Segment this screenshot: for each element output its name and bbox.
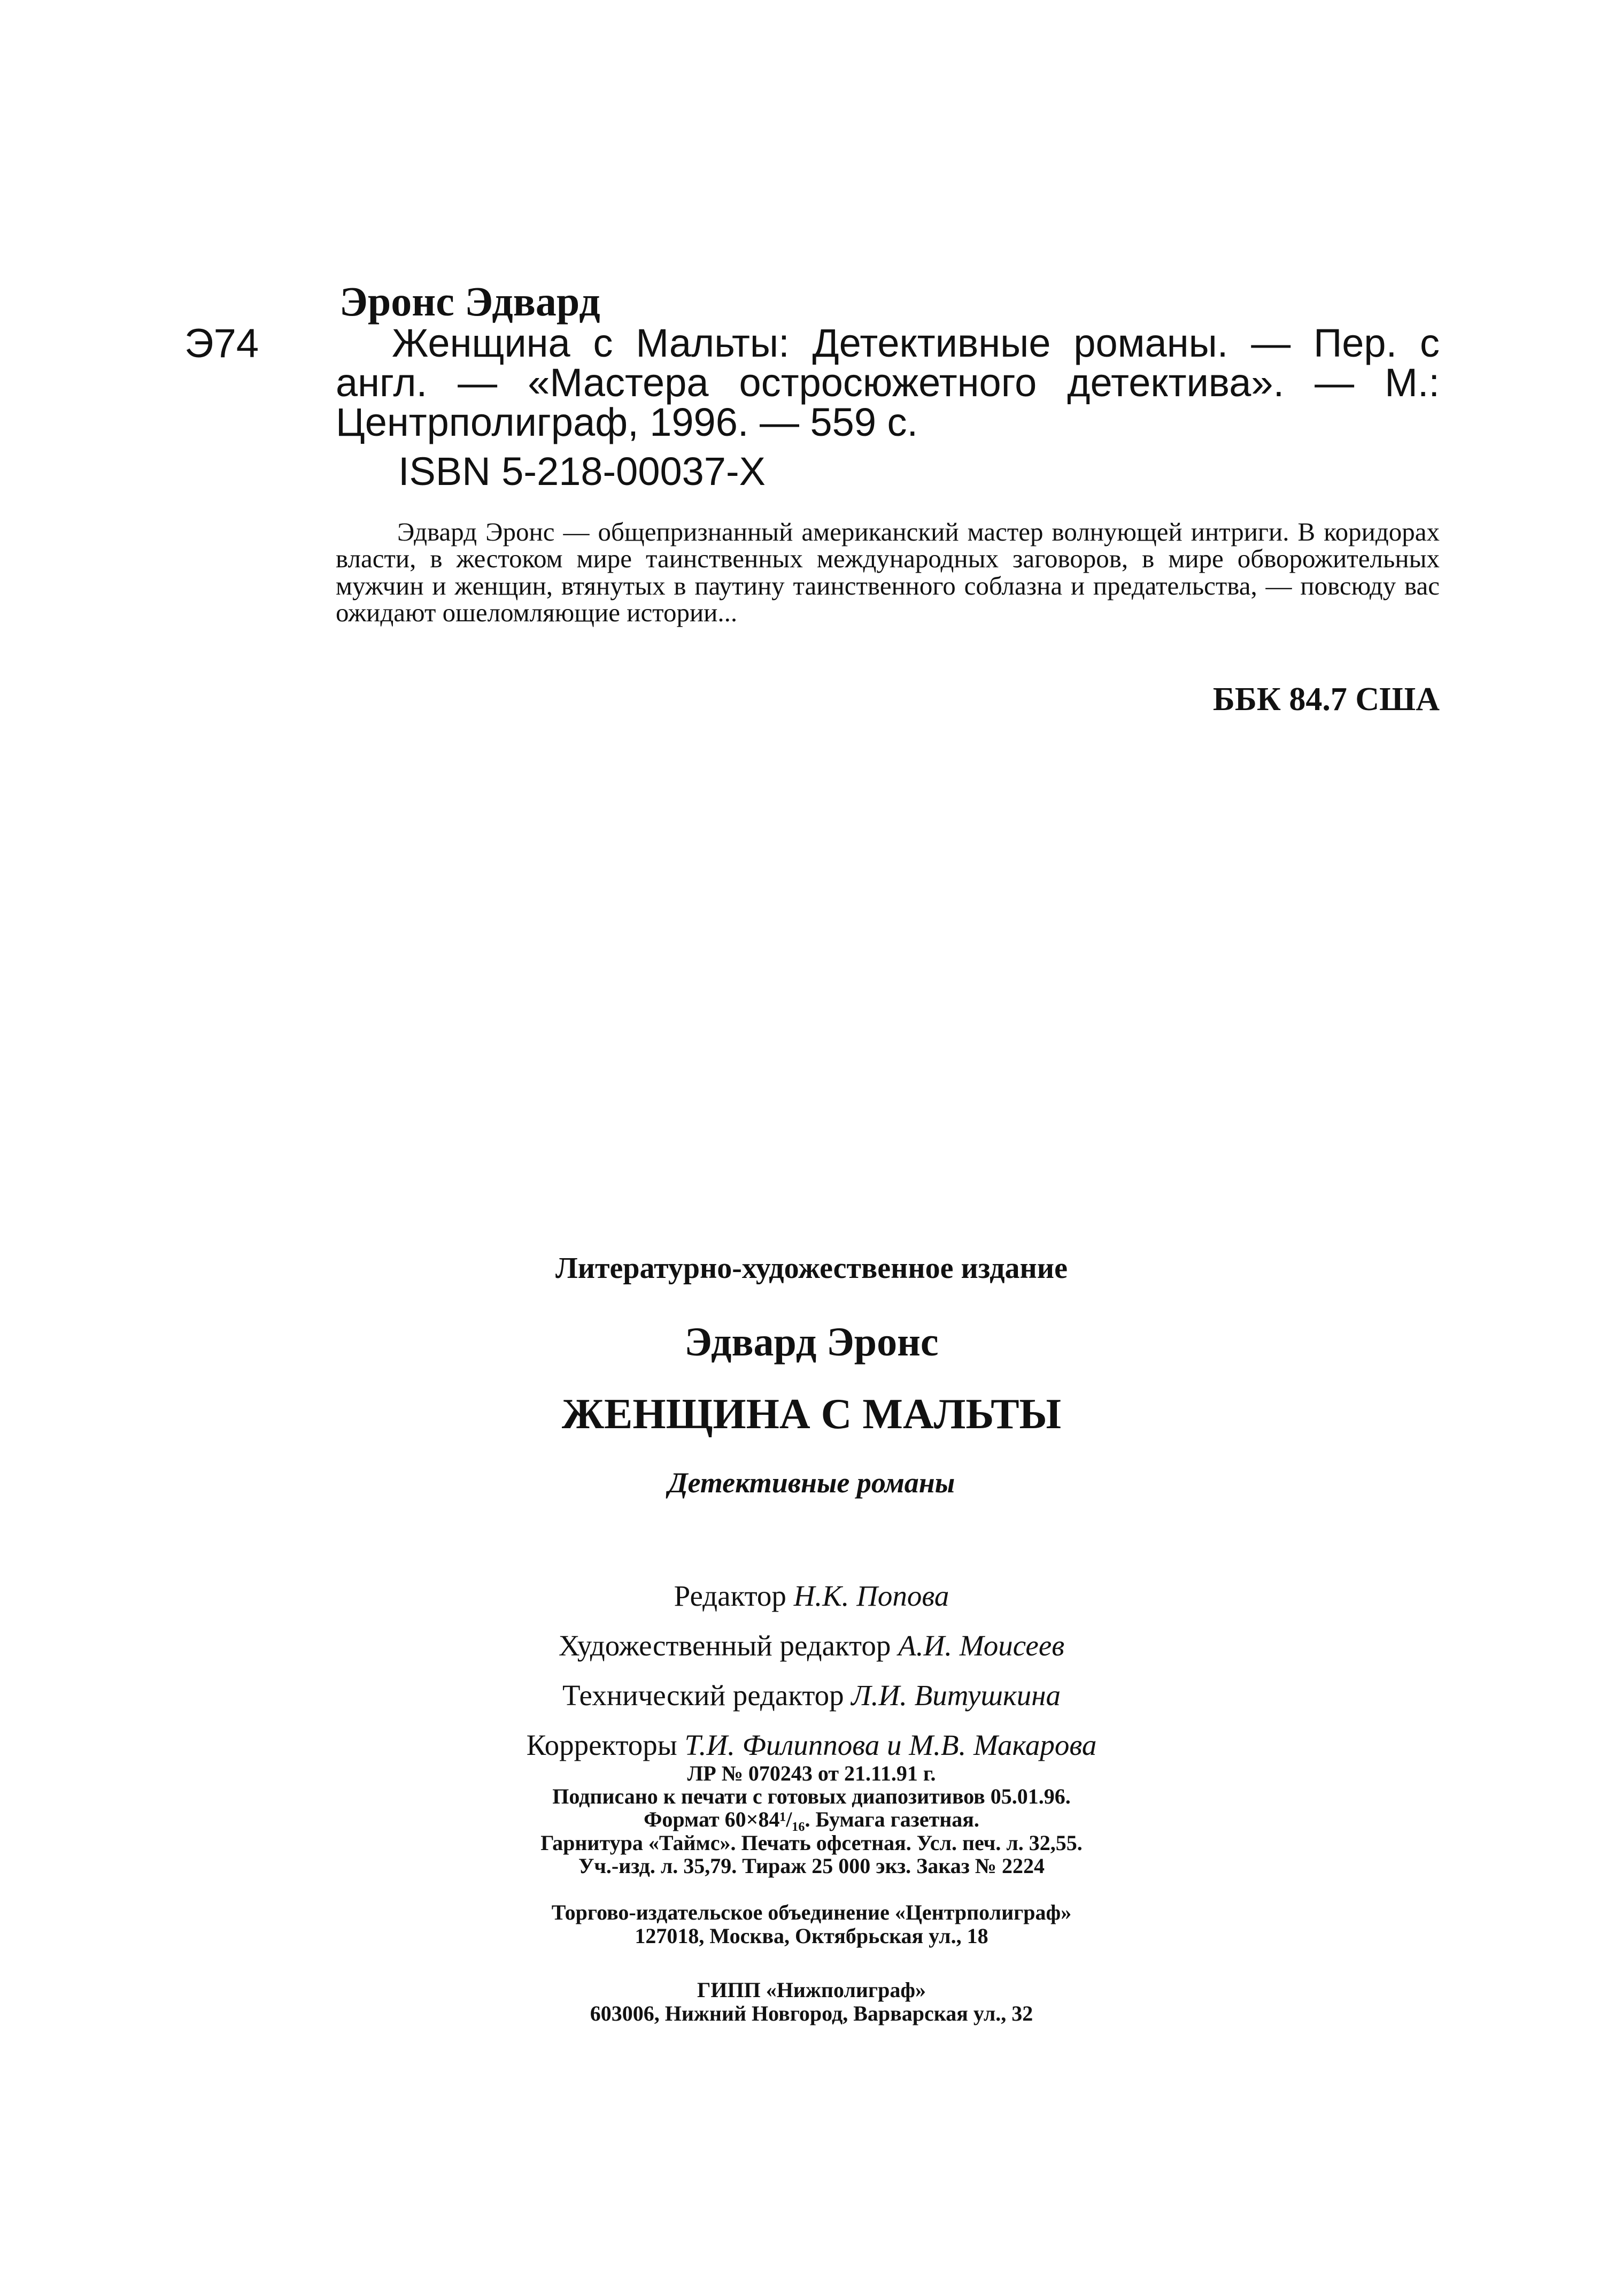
annotation: Эдвард Эронс — общепризнанный американский мастер волнующей интриги. В коридорах власти, в жестоком мире таинственных международных заговоров, в мире обворожительных мужчин и женщин, втянутых в паутину таинственного соблазна и предательства, — повсюду вас ожидают ошеломляющие истории... [336,517,1440,628]
book-genre: Детективные романы [668,1467,955,1499]
printer-address: 603006, Нижний Новгород, Варварская ул., 32 [590,2001,1033,2025]
bibliographic-description: Женщина с Мальты: Детективные романы. — Пер. с англ. — «Мастера остросюжетного детектива». — М.: Центрполиграф, 1996. — 559 с. [336,321,1440,444]
credit-person: Т.И. Филиппова и М.В. Макарова [684,1729,1097,1761]
credit-role: Технический редактор [562,1679,844,1712]
isbn: ISBN 5-218-00037-X [398,449,766,494]
publisher-name: Торгово-издательское объединение «Центрполиграф» [551,1900,1072,1924]
credits [0,1571,1623,1770]
credit-role: Редактор [674,1580,786,1612]
credit-editor [0,1571,1623,1621]
publisher-address: 127018, Москва, Октябрьская ул., 18 [635,1924,988,1948]
credit-person: Л.И. Витушкина [851,1679,1061,1712]
printer [0,1978,1623,2025]
credit-role: Корректоры [526,1729,677,1761]
credit-person: А.И. Моисеев [898,1629,1065,1662]
edition-type: Литературно-художественное издание [555,1252,1068,1285]
catalog-code: Э74 [184,321,259,366]
imprint-line: Уч.-изд. л. 35,79. Тираж 25 000 экз. Заказ № 2224 [578,1853,1045,1878]
imprint-line: Формат 60×84¹/₁₆. Бумага газетная. [644,1807,979,1832]
book-title: ЖЕНЩИНА С МАЛЬТЫ [561,1391,1062,1438]
credit-art-editor [0,1621,1623,1670]
credit-person: Н.К. Попова [793,1580,949,1612]
credit-tech-editor [0,1670,1623,1720]
imprint-line: ЛР № 070243 от 21.11.91 г. [687,1761,936,1785]
imprint-line: Гарнитура «Таймс». Печать офсетная. Усл. печ. л. 32,55. [540,1830,1083,1855]
bbk-code: ББК 84.7 США [1212,681,1440,718]
imprint [0,1762,1623,1877]
printer-name: ГИПП «Нижполиграф» [697,1978,926,2002]
imprint-line: Подписано к печати с готовых диапозитивов 05.01.96. [552,1784,1071,1809]
publisher [0,1901,1623,1948]
credit-role: Художественный редактор [558,1629,891,1662]
catalog-author: Эронс Эдвард [339,278,600,325]
book-author: Эдвард Эронс [684,1320,939,1365]
